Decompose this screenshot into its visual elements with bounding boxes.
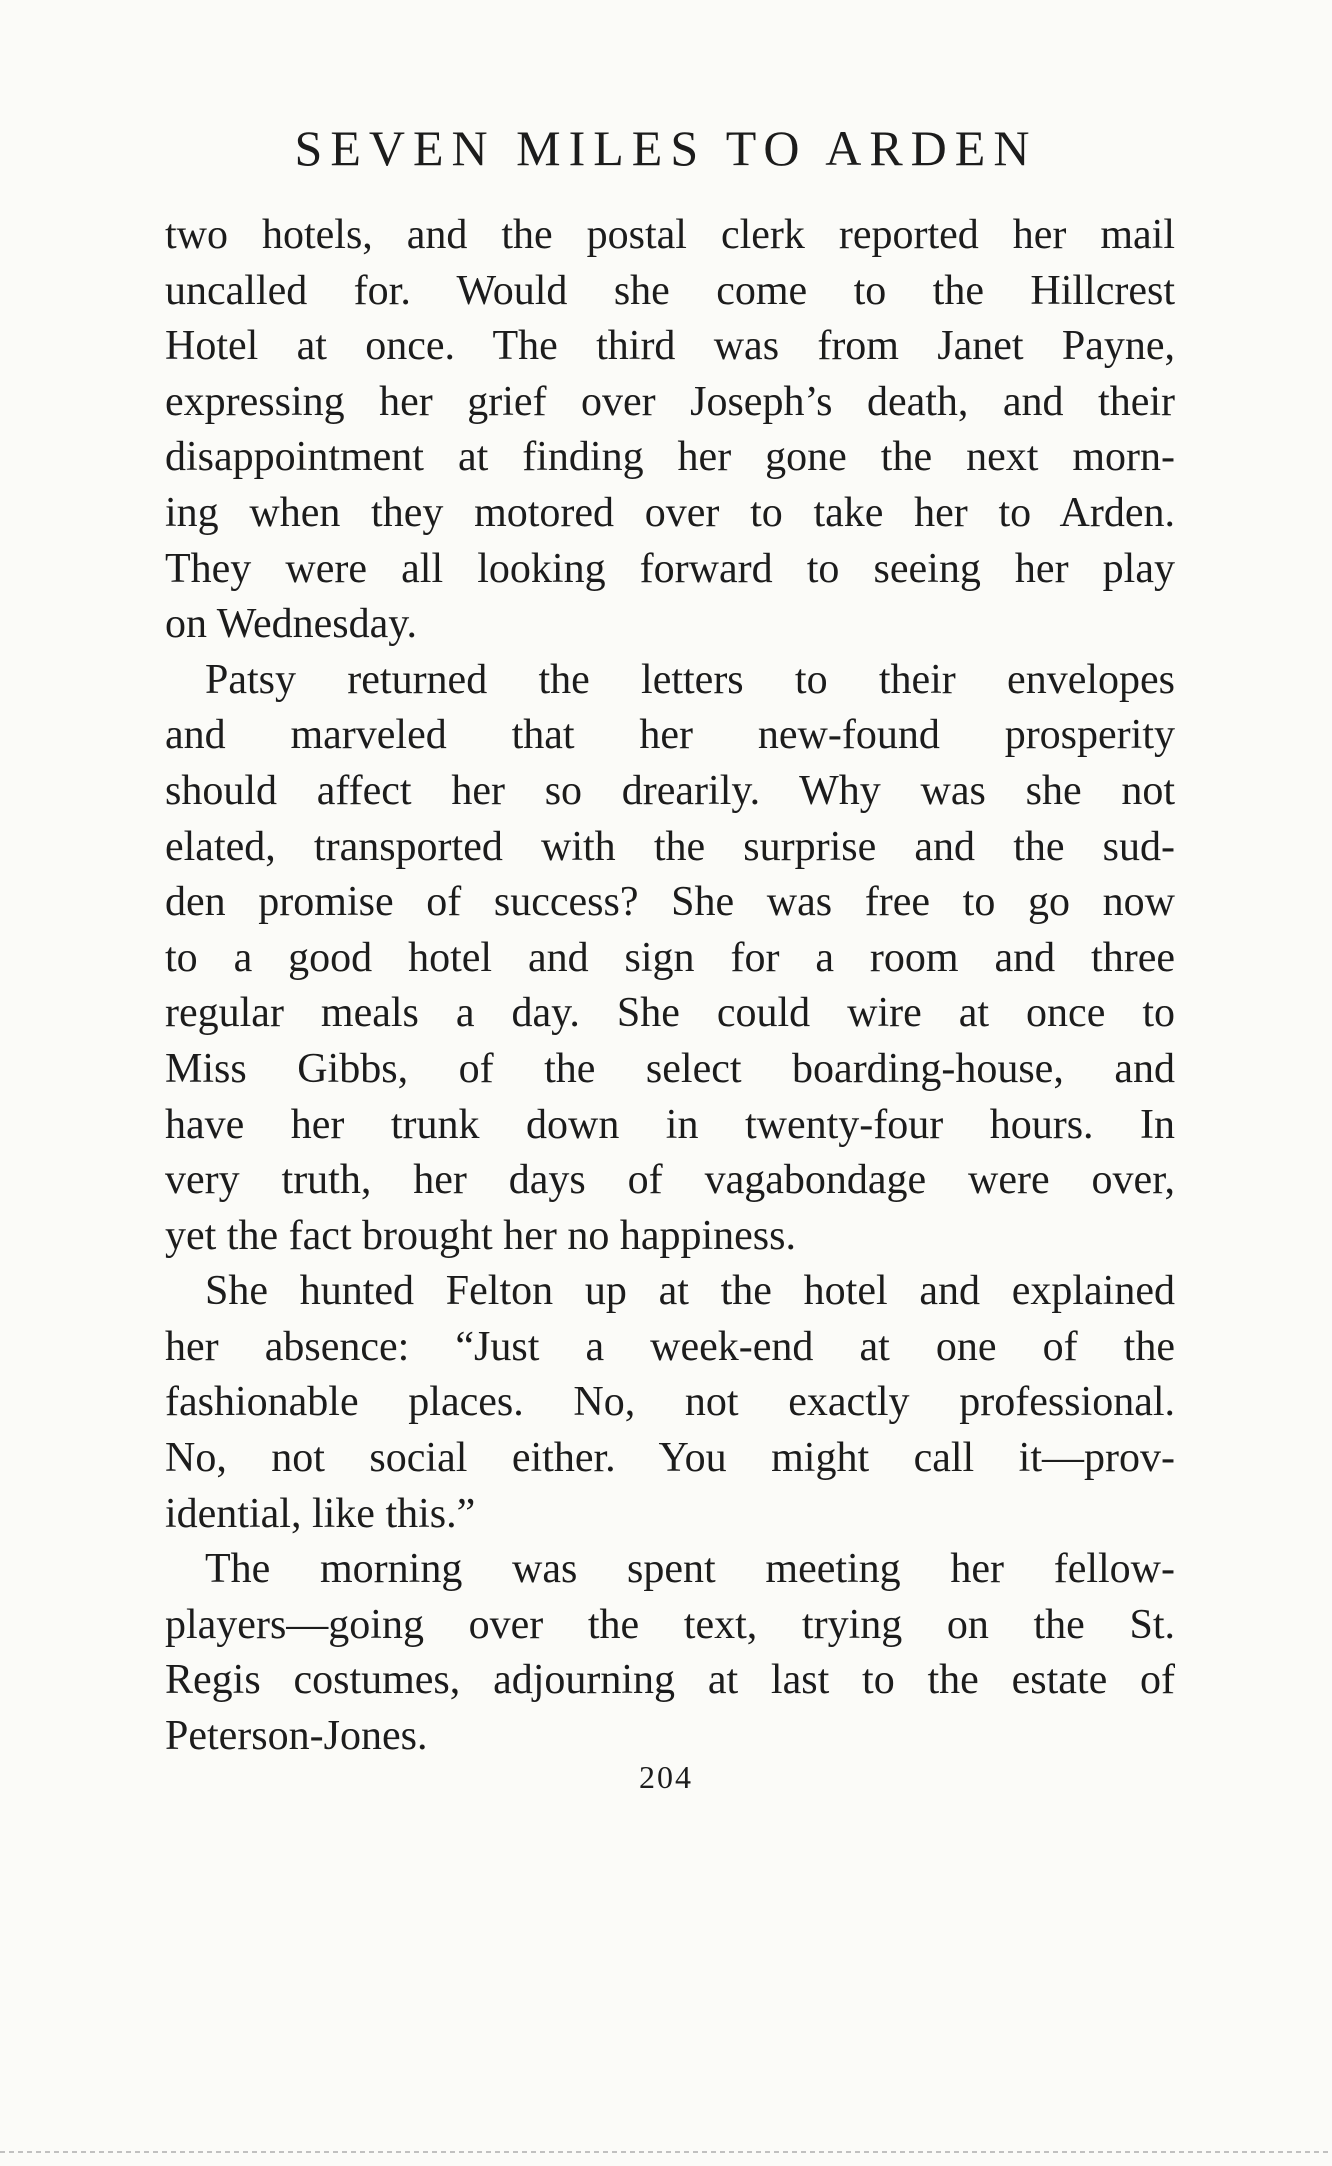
paragraph <box>165 653 1175 1265</box>
text-line: have her trunk down in twenty-four hours. In <box>165 1101 1175 1148</box>
text-line: two hotels, and the postal clerk reported her mail <box>165 212 1175 258</box>
paragraph <box>165 1264 1175 1542</box>
text-line: uncalled for. Would she come to the Hillcrest <box>165 267 1175 314</box>
text-line: Hotel at once. The third was from Janet Payne, <box>165 323 1175 370</box>
text-line: on Wednesday. <box>165 601 418 648</box>
text-line: elated, transported with the surprise and the sud- <box>165 823 1175 870</box>
scan-edge-rule <box>0 2151 1332 2153</box>
text-line: players—going over the text, trying on the St. <box>165 1601 1175 1648</box>
text-line: fashionable places. No, not exactly professional. <box>165 1379 1175 1426</box>
paragraph <box>165 208 1175 653</box>
text-line: expressing her grief over Joseph’s death, and their <box>165 378 1175 425</box>
text-line: and marveled that her new-found prosperity <box>165 712 1175 759</box>
text-line: idential, like this.” <box>165 1490 476 1537</box>
paragraph <box>165 1542 1175 1764</box>
text-line: her absence: “Just a week-end at one of the <box>165 1323 1175 1370</box>
text-line: Miss Gibbs, of the select boarding-house, and <box>165 1045 1175 1092</box>
text-line: No, not social either. You might call it—prov- <box>165 1435 1175 1482</box>
text-line: to a good hotel and sign for a room and three <box>165 934 1175 981</box>
body-text <box>165 208 1175 1765</box>
text-line: should affect her so drearily. Why was she not <box>165 767 1175 814</box>
page-number: 204 <box>639 1759 693 1795</box>
text-line: very truth, her days of vagabondage were over, <box>165 1157 1175 1204</box>
text-line: disappointment at finding her gone the next morn- <box>165 434 1175 481</box>
text-line: She hunted Felton up at the hotel and explained <box>205 1268 1175 1315</box>
text-line: yet the fact brought her no happiness. <box>165 1212 796 1259</box>
text-line: den promise of success? She was free to go now <box>165 879 1175 926</box>
text-line: ing when they motored over to take her to Arden. <box>165 489 1175 536</box>
running-head: SEVEN MILES TO ARDEN <box>294 120 1038 176</box>
text-line: regular meals a day. She could wire at once to <box>165 990 1175 1037</box>
text-line: Regis costumes, adjourning at last to the estate of <box>165 1657 1175 1704</box>
text-line: Patsy returned the letters to their envelopes <box>205 656 1175 703</box>
text-line: Peterson-Jones. <box>165 1713 428 1760</box>
text-line: The morning was spent meeting her fellow- <box>205 1546 1175 1593</box>
text-line: They were all looking forward to seeing her play <box>165 545 1175 592</box>
